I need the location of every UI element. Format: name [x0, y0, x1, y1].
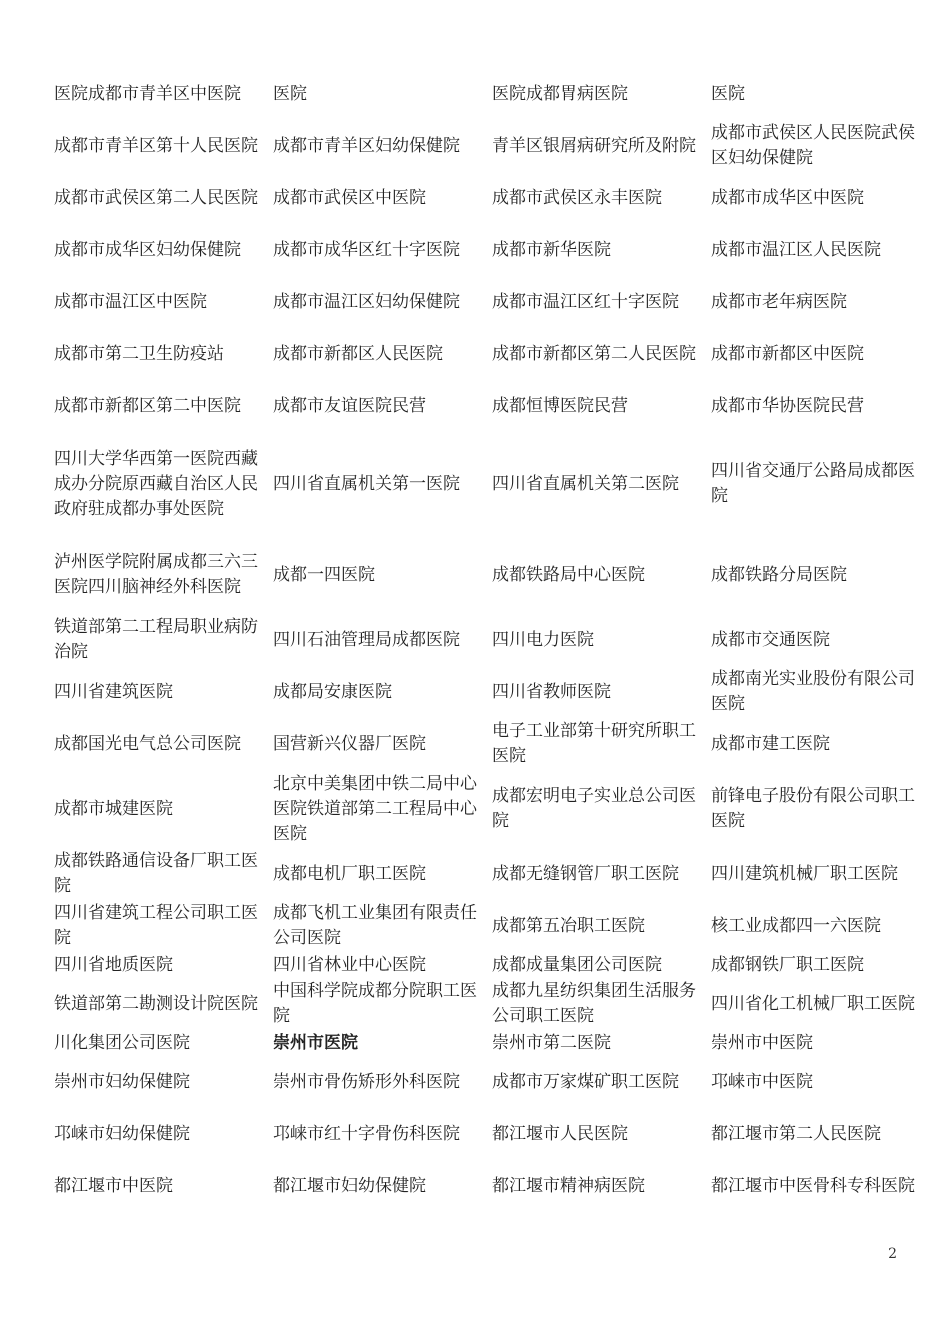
table-row [50, 328, 926, 380]
hospital-name-cell: 泸州医学院附属成都三六三医院四川脑神经外科医院 [54, 552, 258, 597]
hospital-name-cell: 成都第五冶职工医院 [492, 915, 645, 936]
table-row [50, 380, 926, 432]
hospital-name-cell: 四川建筑机械厂职工医院 [711, 863, 898, 884]
hospital-name-cell: 四川省建筑工程公司职工医院 [54, 903, 258, 948]
hospital-name-cell: 成都电机厂职工医院 [273, 863, 426, 884]
hospital-name-cell: 中国科学院成都分院职工医院 [273, 981, 477, 1026]
table-row [50, 614, 926, 666]
hospital-name-cell: 成都市武侯区中医院 [273, 187, 426, 208]
table-row [50, 848, 926, 900]
hospital-name-cell: 成都市成华区红十字医院 [273, 239, 460, 260]
hospital-name-cell: 成都国光电气总公司医院 [54, 733, 241, 754]
hospital-name-cell: 成都市交通医院 [711, 629, 830, 650]
hospital-name-cell: 四川大学华西第一医院西藏成办分院原西藏自治区人民政府驻成都办事处医院 [54, 448, 258, 519]
hospital-name-cell: 四川电力医院 [492, 629, 594, 650]
hospital-name-cell: 崇州市医院 [273, 1032, 358, 1053]
hospital-name-cell: 都江堰市中医骨科专科医院 [711, 1175, 915, 1196]
hospital-name-cell: 成都九星纺织集团生活服务公司职工医院 [492, 981, 696, 1026]
hospital-name-cell: 四川省林业中心医院 [273, 954, 426, 975]
hospital-name-cell: 成都铁路分局医院 [711, 564, 847, 585]
hospital-name-cell: 成都成量集团公司医院 [492, 954, 662, 975]
hospital-name-cell: 成都市友谊医院民营 [273, 395, 426, 416]
table-row [50, 1056, 926, 1108]
hospital-name-cell: 都江堰市妇幼保健院 [273, 1175, 426, 1196]
hospital-name-cell: 北京中美集团中铁二局中心医院铁道部第二工程局中心医院 [273, 773, 477, 844]
table-row [50, 770, 926, 848]
hospital-name-cell: 崇州市妇幼保健院 [54, 1071, 190, 1092]
hospital-name-cell: 四川省直属机关第二医院 [492, 473, 679, 494]
table-row [50, 224, 926, 276]
hospital-name-cell: 电子工业部第十研究所职工医院 [492, 721, 696, 766]
hospital-name-cell: 成都钢铁厂职工医院 [711, 954, 864, 975]
hospital-name-cell: 四川省教师医院 [492, 681, 611, 702]
hospital-name-cell: 四川省交通厅公路局成都医院 [711, 461, 915, 506]
hospital-name-cell: 成都市华协医院民营 [711, 395, 864, 416]
table-row [50, 1030, 926, 1056]
hospital-name-cell: 医院 [711, 83, 745, 104]
hospital-name-cell: 崇州市第二医院 [492, 1032, 611, 1053]
table-row [50, 1108, 926, 1160]
hospital-name-cell: 成都无缝钢管厂职工医院 [492, 863, 679, 884]
hospital-name-cell: 成都市成华区中医院 [711, 187, 864, 208]
table-row [50, 68, 926, 120]
hospital-name-cell: 前锋电子股份有限公司职工医院 [711, 786, 915, 831]
hospital-name-cell: 成都市武侯区人民医院武侯区妇幼保健院 [711, 123, 915, 168]
hospital-name-cell: 都江堰市中医院 [54, 1175, 173, 1196]
table-row [50, 120, 926, 172]
hospital-name-cell: 成都市青羊区妇幼保健院 [273, 135, 460, 156]
hospital-name-cell: 崇州市骨伤矫形外科医院 [273, 1071, 460, 1092]
hospital-name-cell: 成都市万家煤矿职工医院 [492, 1071, 679, 1092]
hospital-name-cell: 邛崃市红十字骨伤科医院 [273, 1123, 460, 1144]
hospital-name-cell: 成都市武侯区第二人民医院 [54, 187, 258, 208]
hospital-name-cell: 成都局安康医院 [273, 681, 392, 702]
hospital-name-cell: 成都市建工医院 [711, 733, 830, 754]
hospital-name-cell: 四川省建筑医院 [54, 681, 173, 702]
hospital-name-cell: 成都恒博医院民营 [492, 395, 628, 416]
table-row [50, 666, 926, 718]
hospital-name-cell: 成都一四医院 [273, 564, 375, 585]
hospital-name-cell: 医院 [273, 83, 307, 104]
page-number: 2 [888, 1246, 897, 1262]
hospital-name-cell: 邛崃市妇幼保健院 [54, 1123, 190, 1144]
hospital-name-cell: 成都市温江区中医院 [54, 291, 207, 312]
hospital-name-cell: 成都市新都区中医院 [711, 343, 864, 364]
hospital-name-cell: 成都飞机工业集团有限责任公司医院 [273, 903, 477, 948]
hospital-name-cell: 成都市武侯区永丰医院 [492, 187, 662, 208]
table-row [50, 718, 926, 770]
hospital-name-cell: 成都市城建医院 [54, 798, 173, 819]
hospital-name-cell: 医院成都胃病医院 [492, 83, 628, 104]
hospital-name-cell: 成都市新华医院 [492, 239, 611, 260]
hospital-name-cell: 成都铁路通信设备厂职工医院 [54, 851, 258, 896]
hospital-name-cell: 成都市温江区妇幼保健院 [273, 291, 460, 312]
hospital-name-cell: 成都市新都区人民医院 [273, 343, 443, 364]
hospital-name-cell: 成都市青羊区第十人民医院 [54, 135, 258, 156]
hospital-name-cell: 四川省直属机关第一医院 [273, 473, 460, 494]
hospital-name-cell: 成都宏明电子实业总公司医院 [492, 786, 696, 831]
hospital-name-cell: 都江堰市第二人民医院 [711, 1123, 881, 1144]
hospital-name-cell: 成都市第二卫生防疫站 [54, 343, 224, 364]
hospital-name-cell: 四川省地质医院 [54, 954, 173, 975]
hospital-name-cell: 四川石油管理局成都医院 [273, 629, 460, 650]
hospital-name-cell: 医院成都市青羊区中医院 [54, 83, 241, 104]
table-row [50, 276, 926, 328]
hospital-name-cell: 国营新兴仪器厂医院 [273, 733, 426, 754]
hospital-name-cell: 成都南光实业股份有限公司医院 [711, 669, 915, 714]
hospital-name-cell: 成都市温江区人民医院 [711, 239, 881, 260]
hospital-name-cell: 铁道部第二工程局职业病防治院 [54, 617, 258, 662]
hospital-name-cell: 铁道部第二勘测设计院医院 [54, 993, 258, 1014]
hospital-table [50, 68, 926, 1212]
table-row [50, 900, 926, 952]
hospital-name-cell: 成都市新都区第二中医院 [54, 395, 241, 416]
hospital-name-cell: 成都市成华区妇幼保健院 [54, 239, 241, 260]
table-row [50, 952, 926, 978]
table-row [50, 432, 926, 536]
table-row [50, 978, 926, 1030]
hospital-name-cell: 青羊区银屑病研究所及附院 [492, 135, 696, 156]
hospital-name-cell: 核工业成都四一六医院 [711, 915, 881, 936]
hospital-name-cell: 崇州市中医院 [711, 1032, 813, 1053]
table-row [50, 1160, 926, 1212]
hospital-name-cell: 四川省化工机械厂职工医院 [711, 993, 915, 1014]
table-row [50, 536, 926, 614]
hospital-name-cell: 成都市温江区红十字医院 [492, 291, 679, 312]
hospital-name-cell: 成都铁路局中心医院 [492, 564, 645, 585]
hospital-name-cell: 成都市老年病医院 [711, 291, 847, 312]
hospital-table-body [50, 68, 926, 1212]
table-row [50, 172, 926, 224]
hospital-name-cell: 邛崃市中医院 [711, 1071, 813, 1092]
hospital-name-cell: 都江堰市人民医院 [492, 1123, 628, 1144]
hospital-name-cell: 都江堰市精神病医院 [492, 1175, 645, 1196]
hospital-name-cell: 川化集团公司医院 [54, 1032, 190, 1053]
hospital-name-cell: 成都市新都区第二人民医院 [492, 343, 696, 364]
